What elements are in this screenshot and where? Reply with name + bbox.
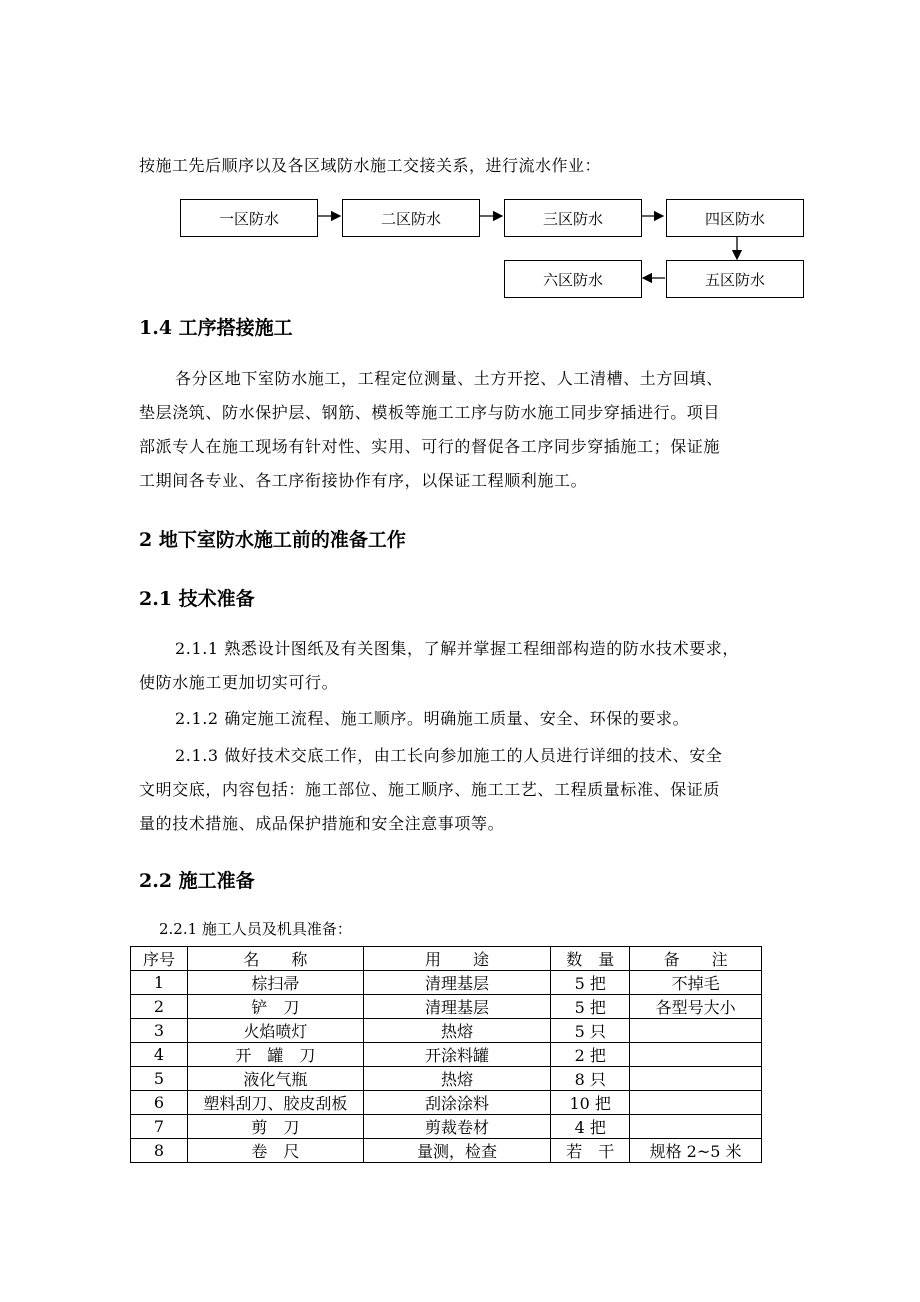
table-row xyxy=(131,995,762,1019)
th-note: 备 注 xyxy=(630,947,762,971)
table-caption: 2.2.1 施工人员及机具准备： xyxy=(159,920,352,938)
table-row xyxy=(131,1115,762,1139)
cell-qty: 5 只 xyxy=(551,1019,630,1043)
cell-note xyxy=(630,1019,762,1043)
cell-name: 火焰喷灯 xyxy=(187,1019,363,1043)
table-row xyxy=(131,1139,762,1163)
th-use: 用 途 xyxy=(363,947,551,971)
cell-note: 规格 2~5 米 xyxy=(630,1139,762,1163)
para-2-1-3-line-3: 量的技术措施、成品保护措施和安全注意事项等。 xyxy=(139,814,505,833)
cell-note xyxy=(630,1115,762,1139)
cell-use: 刮涂涂料 xyxy=(363,1091,551,1115)
th-qty: 数 量 xyxy=(551,947,630,971)
cell-no: 4 xyxy=(131,1043,188,1067)
flow-step-6: 六区防水 xyxy=(504,260,642,298)
table-row xyxy=(131,1091,762,1115)
para-2-1-1-line-2: 使防水施工更加切实可行。 xyxy=(139,673,339,692)
cell-name: 卷 尺 xyxy=(187,1139,363,1163)
th-no: 序号 xyxy=(131,947,188,971)
para-2-1-3 xyxy=(139,739,785,841)
para-2-1-2-line-1: 2.1.2 确定施工流程、施工顺序。明确施工质量、安全、环保的要求。 xyxy=(175,709,690,728)
cell-note xyxy=(630,1043,762,1067)
cell-qty: 5 把 xyxy=(551,995,630,1019)
cell-qty: 5 把 xyxy=(551,971,630,995)
para-2-1-1-line-1: 2.1.1 熟悉设计图纸及有关图集，了解并掌握工程细部构造的防水技术要求， xyxy=(175,639,739,658)
th-name: 名 称 xyxy=(187,947,363,971)
table-row xyxy=(131,1019,762,1043)
flow-step-4: 四区防水 xyxy=(666,199,804,237)
flow-step-1: 一区防水 xyxy=(180,199,318,237)
cell-note xyxy=(630,1067,762,1091)
para-1-4-line-4: 工期间各专业、各工序衔接协作有序，以保证工程顺利施工。 xyxy=(139,471,588,490)
flow-diagram xyxy=(0,0,920,320)
cell-use: 剪裁卷材 xyxy=(363,1115,551,1139)
para-1-4 xyxy=(139,362,785,498)
cell-qty: 2 把 xyxy=(551,1043,630,1067)
cell-name: 棕扫帚 xyxy=(187,971,363,995)
cell-note xyxy=(630,1091,762,1115)
cell-note: 不掉毛 xyxy=(630,971,762,995)
heading-2-1: 2.1 技术准备 xyxy=(139,588,255,610)
para-2-1-3-line-2: 文明交底，内容包括：施工部位、施工顺序、施工工艺、工程质量标准、保证质 xyxy=(139,780,721,799)
cell-no: 8 xyxy=(131,1139,188,1163)
para-1-4-line-1: 各分区地下室防水施工，工程定位测量、土方开挖、人工清槽、土方回填、 xyxy=(175,369,723,388)
flow-step-2: 二区防水 xyxy=(342,199,480,237)
cell-no: 2 xyxy=(131,995,188,1019)
para-2-1-3-line-1: 2.1.3 做好技术交底工作，由工长向参加施工的人员进行详细的技术、安全 xyxy=(175,746,723,765)
table-row xyxy=(131,971,762,995)
cell-qty: 4 把 xyxy=(551,1115,630,1139)
flow-step-3: 三区防水 xyxy=(504,199,642,237)
cell-no: 5 xyxy=(131,1067,188,1091)
heading-2-2: 2.2 施工准备 xyxy=(139,870,255,892)
heading-2: 2 地下室防水施工前的准备工作 xyxy=(139,529,406,551)
cell-qty: 8 只 xyxy=(551,1067,630,1091)
cell-no: 7 xyxy=(131,1115,188,1139)
cell-use: 清理基层 xyxy=(363,971,551,995)
para-1-4-line-3: 部派专人在施工现场有针对性、实用、可行的督促各工序同步穿插施工；保证施 xyxy=(139,437,721,456)
cell-name: 液化气瓶 xyxy=(187,1067,363,1091)
cell-use: 热熔 xyxy=(363,1067,551,1091)
table-row xyxy=(131,1043,762,1067)
heading-1-4: 1.4 工序搭接施工 xyxy=(139,317,293,339)
flow-step-5: 五区防水 xyxy=(666,260,804,298)
cell-name: 铲 刀 xyxy=(187,995,363,1019)
cell-name: 塑料刮刀、胶皮刮板 xyxy=(187,1091,363,1115)
cell-qty: 10 把 xyxy=(551,1091,630,1115)
table-row xyxy=(131,1067,762,1091)
tools-table xyxy=(130,946,762,1163)
cell-qty: 若 干 xyxy=(551,1139,630,1163)
cell-name: 剪 刀 xyxy=(187,1115,363,1139)
cell-no: 6 xyxy=(131,1091,188,1115)
para-1-4-line-2: 垫层浇筑、防水保护层、钢筋、模板等施工工序与防水施工同步穿插进行。项目 xyxy=(139,403,721,422)
para-2-1-2 xyxy=(139,702,785,736)
intro-text: 按施工先后顺序以及各区域防水施工交接关系，进行流水作业： xyxy=(139,156,602,175)
cell-use: 清理基层 xyxy=(363,995,551,1019)
table-header-row xyxy=(131,947,762,971)
cell-no: 3 xyxy=(131,1019,188,1043)
cell-use: 热熔 xyxy=(363,1019,551,1043)
cell-no: 1 xyxy=(131,971,188,995)
cell-name: 开 罐 刀 xyxy=(187,1043,363,1067)
cell-note: 各型号大小 xyxy=(630,995,762,1019)
cell-use: 开涂料罐 xyxy=(363,1043,551,1067)
cell-use: 量测，检查 xyxy=(363,1139,551,1163)
para-2-1-1 xyxy=(139,632,785,700)
